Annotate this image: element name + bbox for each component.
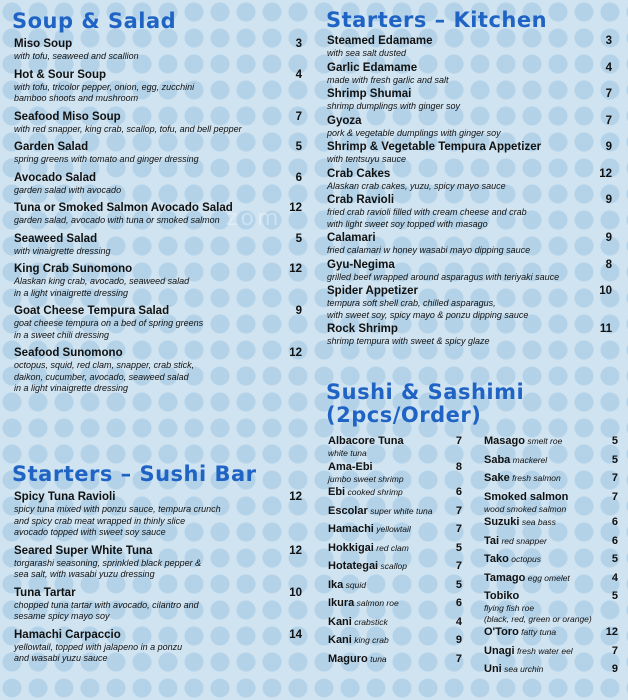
- item-description: with sea salt dusted: [327, 48, 407, 58]
- item-price: 11: [599, 323, 612, 335]
- sushi-item: [484, 490, 618, 516]
- menu-item: [14, 346, 308, 395]
- item-description: spring greens with tomato and ginger dressing: [14, 154, 199, 164]
- sushi-subtitle: yellowtail: [376, 524, 411, 534]
- item-price: 4: [605, 61, 612, 74]
- item-price: 9: [605, 232, 612, 244]
- sushi-price: 4: [611, 571, 618, 584]
- item-description: with tofu, seaweed and scallion: [14, 51, 139, 61]
- sushi-name-text: Tai: [484, 534, 500, 547]
- menu-item: [327, 258, 618, 284]
- sushi-item: [484, 625, 618, 644]
- sushi-name-text: Kani: [328, 634, 352, 646]
- sushi-name: [328, 559, 468, 573]
- sushi-subtitle: fresh salmon: [512, 473, 561, 483]
- sushi-description: white tuna: [328, 448, 367, 458]
- sushi-price: 7: [455, 652, 462, 665]
- item-price: 9: [295, 305, 302, 317]
- sushi-name: [328, 485, 468, 499]
- item-description: fried calamari w honey wasabi mayo dipping sauce: [327, 245, 531, 255]
- item-name: Garden Salad: [14, 141, 89, 153]
- item-description: yellowtail, topped with jalapeno in a ponzu: [14, 641, 183, 652]
- sushi-price: 6: [611, 534, 618, 547]
- item-price: 12: [289, 544, 302, 557]
- item-description: with red snapper, king crab, scallop, tofu, and bell pepper: [14, 123, 242, 134]
- menu-item: [14, 628, 308, 665]
- sushi-price: 6: [455, 597, 462, 609]
- item-name: Rock Shrimp: [327, 323, 398, 335]
- sushi-name-text: Saba: [484, 453, 511, 466]
- sushi-name: [328, 652, 468, 666]
- item-name: Tuna or Smoked Salmon Avocado Salad: [14, 202, 233, 214]
- item-description: spicy tuna mixed with ponzu sauce, tempura crunch: [14, 504, 221, 514]
- item-price: 6: [295, 171, 302, 184]
- sushi-item: [484, 552, 618, 571]
- item-description: and wasabi yuzu sauce: [14, 653, 108, 663]
- item-name: Avocado Salad: [14, 171, 97, 184]
- sushi-name-text: Ikura: [328, 597, 355, 609]
- sushi-name-text: Albacore Tuna: [328, 435, 404, 447]
- sushi-item: [328, 596, 468, 615]
- sushi-subtitle: super white tuna: [370, 505, 433, 516]
- sushi-description: (black, red, green or orange): [484, 613, 592, 624]
- sushi-name: [328, 522, 468, 536]
- sushi-price: 5: [611, 435, 618, 447]
- sushi-item: [484, 571, 618, 590]
- sushi-item: [484, 644, 618, 663]
- menu-item: [327, 231, 618, 257]
- sushi-name: [484, 571, 618, 585]
- item-name: Steamed Edamame: [327, 35, 433, 47]
- menu-item: [14, 201, 308, 227]
- starters-sushi-bar-list: [14, 490, 308, 670]
- sushi-item: [484, 515, 618, 534]
- item-description: tempura soft shell crab, chilled asparagus,: [327, 298, 496, 308]
- sushi-description: wood smoked salmon: [484, 503, 567, 514]
- sushi-list-left: [328, 434, 468, 670]
- item-description: bamboo shoots and mushroom: [14, 93, 139, 103]
- sushi-subtitle: squid: [345, 579, 366, 590]
- sushi-subtitle: red snapper: [501, 535, 547, 546]
- item-name: Gyu-Negima: [327, 258, 395, 271]
- sushi-name: [484, 515, 618, 529]
- item-price: 5: [295, 141, 302, 153]
- sushi-name-text: Tamago: [484, 571, 526, 584]
- sushi-item: [328, 578, 468, 597]
- item-name: Calamari: [327, 232, 376, 244]
- sushi-name-text: Ama-Ebi: [328, 460, 373, 473]
- item-name: Goat Cheese Tempura Salad: [14, 305, 170, 317]
- item-description: chopped tuna tartar with avocado, cilantro and: [14, 599, 199, 610]
- sushi-name: [484, 534, 618, 548]
- sushi-subtitle: octopus: [511, 554, 542, 564]
- sushi-price: 7: [455, 504, 462, 517]
- item-name: Shrimp & Vegetable Tempura Appetizer: [327, 141, 542, 153]
- sushi-item: [484, 453, 618, 472]
- item-name: Miso Soup: [14, 38, 73, 50]
- item-price: 10: [289, 586, 302, 599]
- sushi-name: [484, 434, 618, 448]
- item-description: Alaskan crab cakes, yuzu, spicy mayo sauce: [327, 180, 506, 191]
- sushi-name: [328, 633, 468, 647]
- sushi-price: 7: [455, 523, 462, 535]
- sushi-subtitle: crabstick: [354, 616, 388, 627]
- sushi-price: 9: [611, 663, 618, 675]
- item-name: Gyoza: [327, 114, 362, 127]
- menu-item: [14, 262, 308, 299]
- sushi-price: 7: [455, 435, 462, 447]
- item-description: grilled beef wrapped around asparagus with teriyaki sauce: [327, 271, 560, 282]
- item-description: garden salad with avocado: [14, 184, 122, 195]
- item-price: 14: [289, 628, 302, 641]
- menu-item: [14, 171, 308, 197]
- item-description: shrimp tempura with sweet & spicy glaze: [327, 336, 490, 346]
- sushi-item: [328, 633, 468, 652]
- sushi-price: 6: [611, 516, 618, 528]
- item-price: 12: [289, 491, 302, 503]
- item-price: 12: [289, 263, 302, 275]
- sushi-price: 5: [611, 553, 618, 565]
- menu-item: [327, 284, 618, 321]
- sushi-name: [328, 541, 468, 555]
- item-description: Alaskan king crab, avocado, seaweed salad: [14, 276, 190, 286]
- sushi-name: [484, 453, 618, 467]
- item-description: avocado topped with sweet soy sauce: [14, 527, 166, 537]
- item-description: daikon, cucumber, avocado, seaweed salad: [14, 371, 189, 382]
- sushi-name-text: Maguro: [328, 652, 368, 665]
- sushi-item: [328, 559, 468, 578]
- sushi-subtitle: fresh water eel: [516, 645, 573, 656]
- menu-item: [327, 87, 618, 113]
- sushi-name-text: Hokkigai: [328, 541, 374, 554]
- sushi-name: [328, 504, 468, 518]
- sushi-name: [328, 578, 468, 592]
- item-description: with tentsuyu sauce: [327, 154, 407, 164]
- sushi-name: [484, 625, 618, 639]
- sushi-name-text: Kani: [328, 615, 352, 628]
- sushi-item: [328, 434, 468, 460]
- starters-kitchen-list: [327, 34, 618, 349]
- sushi-item: [484, 662, 618, 681]
- item-description: with tofu, tricolor pepper, onion, egg, zucchini: [14, 81, 195, 92]
- item-description: goat cheese tempura on a bed of spring greens: [14, 318, 204, 328]
- item-description: with sweet soy, spicy mayo & ponzu dipping sauce: [327, 309, 529, 320]
- sushi-subtitle: sea urchin: [504, 664, 544, 674]
- sushi-name: [484, 490, 618, 504]
- sushi-item: [328, 522, 468, 541]
- sushi-price: 5: [455, 578, 462, 591]
- item-price: 3: [295, 38, 302, 50]
- starters-kitchen-title: Starters – Kitchen: [326, 8, 548, 32]
- item-description: garden salad, avocado with tuna or smoked salmon: [14, 215, 220, 225]
- sushi-name: [484, 662, 618, 676]
- sushi-list-right: [484, 434, 618, 681]
- sushi-name-text: Ebi: [328, 486, 346, 498]
- item-name: Seared Super White Tuna: [14, 544, 153, 557]
- item-name: Spider Appetizer: [327, 285, 418, 297]
- item-price: 12: [599, 167, 612, 180]
- item-price: 8: [605, 258, 612, 271]
- menu-item: [14, 110, 308, 136]
- sushi-item: [484, 534, 618, 553]
- item-description: pork & vegetable dumplings with ginger soy: [327, 127, 501, 138]
- item-description: octopus, squid, red clam, snapper, crab stick,: [14, 360, 195, 370]
- sushi-price: 7: [611, 472, 618, 484]
- menu-item: [327, 114, 618, 140]
- sushi-sashimi-subtitle: (2pcs/Order): [326, 403, 482, 427]
- sushi-subtitle: fatty tuna: [521, 627, 557, 637]
- sushi-name-text: O'Toro: [484, 626, 519, 638]
- item-name: Crab Cakes: [327, 167, 391, 180]
- sushi-price: 5: [611, 590, 618, 602]
- menu-item: [14, 586, 308, 623]
- sushi-name-text: Tako: [484, 553, 509, 565]
- item-price: 3: [605, 35, 612, 47]
- sushi-price: 7: [455, 560, 462, 572]
- sushi-name: [328, 596, 468, 610]
- item-name: Seaweed Salad: [14, 232, 98, 245]
- sushi-subtitle: tuna: [370, 653, 387, 664]
- sushi-item: [328, 541, 468, 560]
- sushi-name-text: Smoked salmon: [484, 490, 569, 503]
- sushi-item: [328, 652, 468, 671]
- item-price: 12: [289, 202, 302, 214]
- sushi-item: [328, 485, 468, 504]
- item-description: sesame spicy mayo soy: [14, 611, 110, 621]
- sushi-name: [484, 552, 618, 566]
- item-description: made with fresh garlic and salt: [327, 74, 449, 85]
- sushi-subtitle: cooked shrimp: [347, 487, 403, 497]
- sushi-item: [328, 615, 468, 634]
- item-name: Spicy Tuna Ravioli: [14, 491, 116, 503]
- item-name: King Crab Sunomono: [14, 263, 133, 275]
- sushi-price: 9: [455, 634, 462, 646]
- item-price: 5: [295, 232, 302, 245]
- sushi-subtitle: scallop: [380, 561, 407, 571]
- item-description: and spicy crab meat wrapped in thinly slice: [14, 515, 186, 526]
- menu-item: [14, 68, 308, 105]
- menu-item: [327, 167, 618, 193]
- sushi-name-text: Hamachi: [328, 523, 374, 535]
- sushi-price: 5: [611, 453, 618, 466]
- sushi-name-text: Masago: [484, 435, 525, 447]
- item-price: 9: [605, 194, 612, 206]
- sushi-name-text: Uni: [484, 663, 502, 675]
- sushi-name-text: Tobiko: [484, 590, 520, 602]
- sushi-name: [484, 589, 618, 603]
- item-name: Shrimp Shumai: [327, 88, 412, 100]
- menu-item: [14, 544, 308, 581]
- sushi-price: 5: [455, 541, 462, 554]
- item-description: sea salt, with wasabi yuzu dressing: [14, 569, 155, 579]
- item-price: 4: [295, 68, 302, 81]
- sushi-subtitle: mackerel: [512, 454, 548, 465]
- sushi-description: jumbo sweet shrimp: [328, 473, 404, 484]
- menu-item: [14, 140, 308, 166]
- sushi-name: [484, 471, 618, 485]
- item-price: 12: [289, 347, 302, 359]
- sushi-name: [328, 460, 468, 474]
- sushi-price: 7: [611, 644, 618, 657]
- sushi-subtitle: smelt roe: [527, 436, 563, 446]
- sushi-name-text: Hotategai: [328, 560, 379, 572]
- item-name: Seafood Miso Soup: [14, 110, 121, 123]
- menu-item: [14, 490, 308, 539]
- menu-item: [14, 304, 308, 341]
- soup-salad-list: [14, 37, 308, 400]
- sushi-subtitle: king crab: [354, 635, 389, 645]
- sushi-price: 12: [605, 626, 618, 638]
- item-description: in a light vinaigrette dressing: [14, 287, 129, 298]
- sushi-item: [484, 471, 618, 490]
- sushi-item: [328, 504, 468, 523]
- sushi-name: [328, 434, 468, 448]
- sushi-subtitle: sea bass: [521, 517, 556, 527]
- sushi-description: flying fish roe: [484, 603, 535, 613]
- item-description: in a sweet chili dressing: [14, 329, 110, 340]
- sushi-price: 7: [611, 490, 618, 503]
- sushi-price: 6: [455, 486, 462, 498]
- item-name: Seafood Sunomono: [14, 347, 123, 359]
- sushi-item: [484, 434, 618, 453]
- item-name: Garlic Edamame: [327, 61, 418, 74]
- menu-item: [327, 34, 618, 60]
- item-name: Tuna Tartar: [14, 586, 76, 599]
- item-description: with light sweet soy topped with masago: [327, 218, 488, 229]
- item-description: shrimp dumplings with ginger soy: [327, 101, 461, 111]
- sushi-name: [328, 615, 468, 629]
- item-price: 7: [295, 110, 302, 123]
- item-description: torgarashi seasoning, sprinkled black pepper &: [14, 557, 202, 568]
- item-name: Crab Ravioli: [327, 194, 395, 206]
- watermark: zom: [226, 206, 282, 231]
- sushi-subtitle: salmon roe: [356, 598, 399, 608]
- item-price: 7: [605, 114, 612, 127]
- sushi-name: [484, 644, 618, 658]
- item-name: Hot & Sour Soup: [14, 68, 106, 81]
- sushi-price: 8: [455, 460, 462, 473]
- item-price: 9: [605, 141, 612, 153]
- sushi-name-text: Unagi: [484, 644, 515, 657]
- item-description: in a light vinaigrette dressing: [14, 383, 129, 393]
- item-price: 7: [605, 88, 612, 100]
- item-price: 10: [599, 285, 612, 297]
- sushi-subtitle: red clam: [376, 542, 409, 553]
- soup-salad-title: Soup & Salad: [12, 9, 177, 33]
- menu-item: [327, 140, 618, 166]
- sushi-item: [484, 589, 618, 625]
- sushi-subtitle: egg omelet: [527, 572, 570, 583]
- menu-item: [327, 322, 618, 348]
- item-name: Hamachi Carpaccio: [14, 628, 121, 641]
- sushi-name-text: Ika: [328, 578, 344, 591]
- sushi-name-text: Sake: [484, 472, 510, 484]
- menu-item: [327, 61, 618, 87]
- item-description: fried crab ravioli filled with cream cheese and crab: [327, 207, 527, 217]
- sushi-name-text: Suzuki: [484, 516, 520, 528]
- starters-sushi-bar-title: Starters – Sushi Bar: [12, 462, 257, 486]
- sushi-item: [328, 460, 468, 486]
- menu-item: [14, 37, 308, 63]
- sushi-price: 4: [455, 615, 462, 628]
- menu-item: [14, 232, 308, 258]
- menu-item: [327, 193, 618, 230]
- item-description: with vinaigrette dressing: [14, 245, 111, 256]
- sushi-sashimi-title: Sushi & Sashimi: [326, 380, 525, 404]
- sushi-name-text: Escolar: [328, 504, 368, 517]
